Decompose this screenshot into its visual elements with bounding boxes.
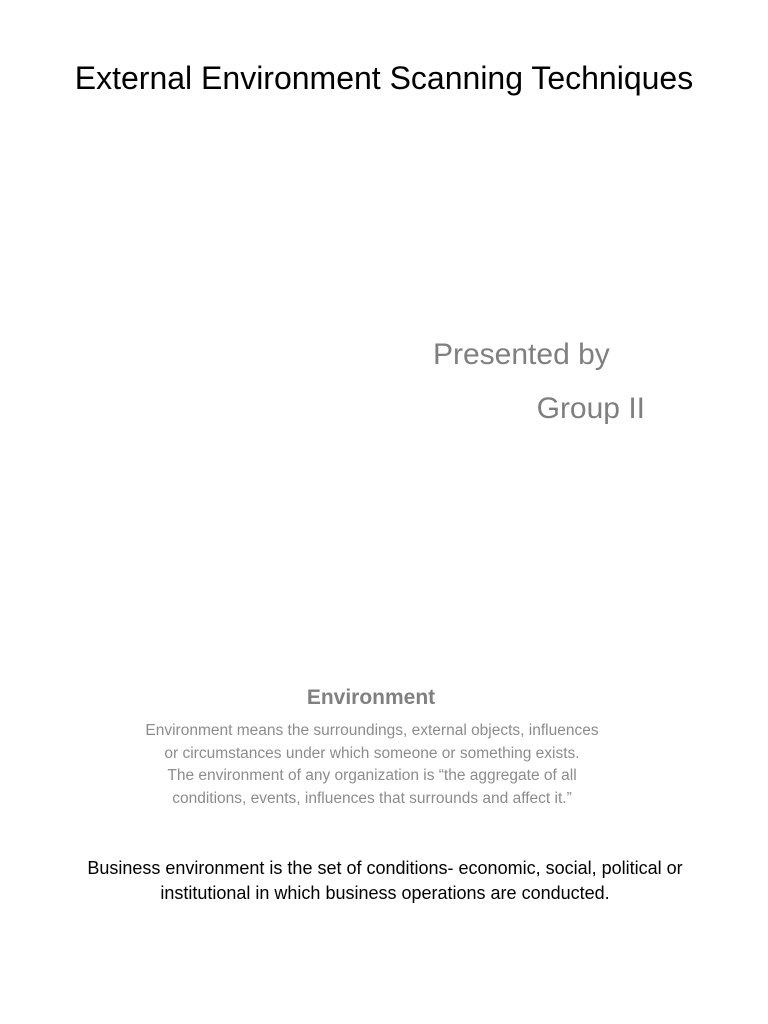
environment-line: The environment of any organization is “the aggregate of all — [167, 767, 577, 785]
environment-line: Environment means the surroundings, external objects, influences — [145, 722, 599, 739]
page-title: External Environment Scanning Techniques — [74, 60, 694, 96]
business-line: Business environment is the set of conditions- economic, social, political or — [87, 858, 683, 878]
environment-definition — [90, 720, 654, 810]
environment-line: conditions, events, influences that surrounds and affect it.” — [172, 789, 572, 807]
environment-line: or circumstances under which someone or something exists. — [164, 744, 580, 762]
presented-by-label: Presented by — [433, 338, 610, 371]
environment-heading: Environment — [306, 686, 436, 709]
business-environment-definition — [40, 856, 730, 906]
group-name: Group II — [536, 392, 645, 425]
business-line: institutional in which business operations are conducted. — [160, 883, 610, 903]
